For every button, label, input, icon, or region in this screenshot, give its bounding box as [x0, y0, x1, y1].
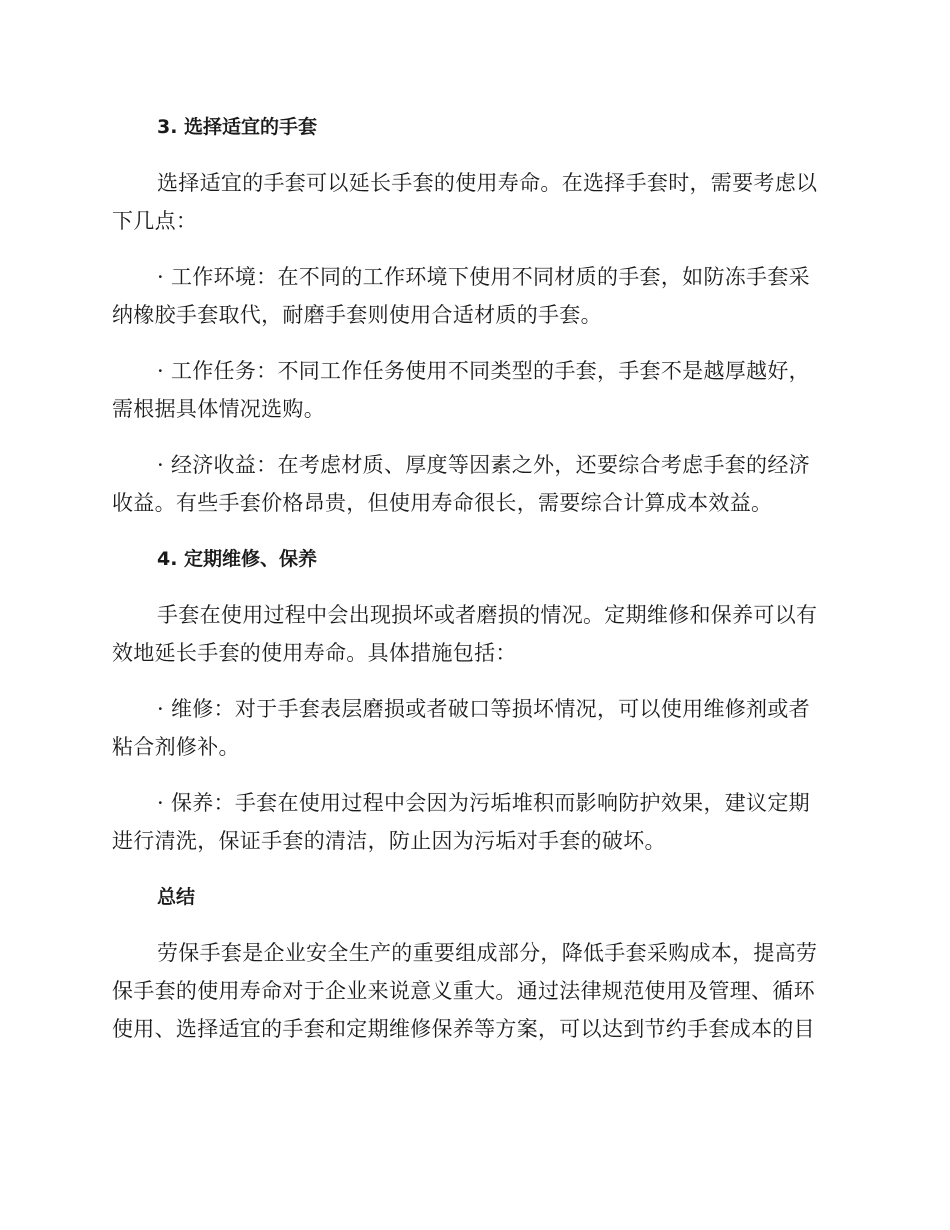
text-line: · 保养：手套在使用过程中会因为污垢堆积而影响防护效果，建议定期: [157, 791, 810, 815]
text-line: · 工作环境：在不同的工作环境下使用不同材质的手套，如防冻手套采: [157, 265, 810, 289]
document-page: [112, 108, 830, 1066]
paragraph-summary: [112, 934, 830, 1048]
bullet-upkeep: [112, 784, 830, 860]
paragraph-intro: [112, 164, 830, 240]
bullet-economic-benefit: [112, 446, 830, 522]
text-line: 使用、选择适宜的手套和定期维修保养等方案，可以达到节约手套成本的目: [112, 1017, 815, 1041]
text-line: · 经济收益：在考虑材质、厚度等因素之外，还要综合考虑手套的经济: [157, 453, 810, 477]
text-line: 需根据具体情况选购。: [112, 397, 325, 421]
text-line: 保手套的使用寿命对于企业来说意义重大。通过法律规范使用及管理、循环: [112, 979, 815, 1003]
text-line: · 维修：对于手套表层磨损或者破口等损坏情况，可以使用维修剂或者: [157, 697, 810, 721]
text-line: 下几点：: [112, 209, 198, 233]
text-line: 收益。有些手套价格昂贵，但使用寿命很长，需要综合计算成本效益。: [112, 491, 773, 515]
text-line: 劳保手套是企业安全生产的重要组成部分，降低手套采购成本，提高劳: [157, 941, 818, 965]
section-heading-summary: 总结: [157, 886, 196, 908]
section-heading-4: 4. 定期维修、保养: [157, 548, 318, 570]
text-line: 手套在使用过程中会出现损坏或者磨损的情况。定期维修和保养可以有: [157, 603, 818, 627]
text-line: 粘合剂修补。: [112, 735, 240, 759]
paragraph-maintenance-intro: [112, 596, 830, 672]
bullet-work-environment: [112, 258, 830, 334]
text-line: · 工作任务：不同工作任务使用不同类型的手套，手套不是越厚越好，: [157, 359, 810, 383]
text-line: 进行清洗，保证手套的清洁，防止因为污垢对手套的破坏。: [112, 829, 666, 853]
text-line: 效地延长手套的使用寿命。具体措施包括：: [112, 641, 517, 665]
text-line: 纳橡胶手套取代，耐磨手套则使用合适材质的手套。: [112, 303, 602, 327]
bullet-work-task: [112, 352, 830, 428]
bullet-repair: [112, 690, 830, 766]
text-line: 选择适宜的手套可以延长手套的使用寿命。在选择手套时，需要考虑以: [157, 171, 818, 195]
section-heading-3: 3. 选择适宜的手套: [157, 116, 318, 138]
